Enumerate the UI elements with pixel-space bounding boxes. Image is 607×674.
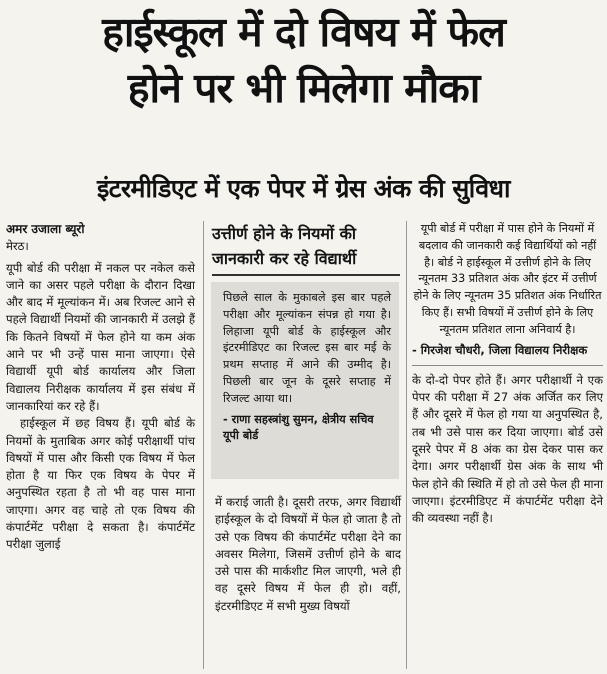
column-2-text: में कराई जाती है। दूसरी तरफ, अगर विद्यार्थी हाईस्कूल के दो विषयों में फेल हो जाता है तो उसे एक विषय की कंपार्टमेंट परीक्षा देने का अवसर मिलेगा, जिसमें उत्तीर्ण होने के बाद उसे पास की मार्कशीट मिल जाएगी, भले ही वह दूसरे विषय में फेल ही हो। वहीं, इंटरमीडिएट में सभी मुख्य विषयों [215,495,401,613]
headline-line-1: हाईस्कूल में दो विषय में फेल [102,8,505,56]
divider [412,365,603,366]
sidebar-attribution: - राणा सहस्त्रांशु सुमन, क्षेत्रीय सचिव यूपी बोर्ड [223,412,374,443]
sidebar-box-title: उत्तीर्ण होने के नियमों की जानकारी कर रहे विद्यार्थी [212,221,400,276]
headline-line-2: होने पर भी मिलेगा मौका [127,64,480,112]
sidebar-box [211,282,399,479]
column-divider [406,221,407,669]
article-paragraph-2: हाईस्कूल में छह विषय हैं। यूपी बोर्ड के नियमों के मुताबिक अगर कोई परीक्षार्थी पांच विषयों में पास और किसी एक विषय में फेल होता है या फिर एक विषय के पेपर में अनुपस्थित रहता है तो भी वह पास माना जाएगा। अगर वह चाहे तो एक विषय की कंपार्टमेंट परीक्षा दे सकता है। कंपार्टमेंट परीक्षा जुलाई [6,416,195,552]
official-attribution: - गिरजेश चौधरी, जिला विद्यालय निरीक्षक [412,342,588,357]
column-1 [6,221,195,554]
headline [0,4,607,116]
official-quote: यूपी बोर्ड में परीक्षा में पास होने के नियमों में बदलाव की जानकारी कई विद्यार्थियों को नहीं है। बोर्ड ने हाईस्कूल में उत्तीर्ण होने के लिए न्यूनतम 33 प्रतिशत अंक और इंटर में उत्तीर्ण होने के लिए न्यूनतम 35 प्रतिशत अंक निर्धारित किए हैं। सभी विषयों में उत्तीर्ण होने के लिए न्यूनतम प्रतिशत लाना अनिवार्य है। [413,222,602,336]
column-3 [412,221,603,528]
byline: अमर उजाला ब्यूरो [6,222,85,236]
dateline: मेरठ। [6,239,29,254]
column-3-text: के दो-दो पेपर होते हैं। अगर परीक्षार्थी ने एक पेपर की परीक्षा में 27 अंक अर्जित कर लिए हैं और दूसरे में फेल हो गया या अनुपस्थित है, तब भी उसे पास कर दिया जाएगा। बोर्ड उसे दूसरे पेपर में 8 अंक का ग्रेस देकर पास कर देगा। अगर परीक्षार्थी ग्रेस अंक के साथ भी फेल होने की स्थिति में हो तो उसे फेल ही माना जाएगा। इंटरमीडिएट में कंपार्टमेंट परीक्षा देने की व्यवस्था नहीं है। [412,372,603,526]
subheadline: इंटरमीडिएट में एक पेपर में ग्रेस अंक की सुविधा [96,174,511,203]
article-paragraph-1: यूपी बोर्ड की परीक्षा में नकल पर नकेल कसे जाने का असर पहले परीक्षा के दौरान दिखा और बाद में मूल्यांकन में। अब रिजल्ट आने से पहले विद्यार्थी नियमों की जानकारी में उलझे हैं कि कितने विषयों में फेल होने या कम अंक आने पर भी उन्हें पास माना जाएगा। ऐसे विद्यार्थी यूपी बोर्ड कार्यालय और जिला विद्यालय निरीक्षक कार्यालय में इस संबंध में जानकारियां कर रहे हैं। [6,260,195,413]
column-divider [203,221,204,669]
sidebar-quote: पिछले साल के मुकाबले इस बार पहले परीक्षा और मूल्यांकन संपन्न हो गया है। लिहाजा यूपी बोर्ड के हाईस्कूल और इंटरमीडिएट का रिजल्ट इस बार मई के प्रथम सप्ताह में आने की उम्मीद है। पिछली बार जून के दूसरे सप्ताह में रिजल्ट आया था। [223,291,391,405]
